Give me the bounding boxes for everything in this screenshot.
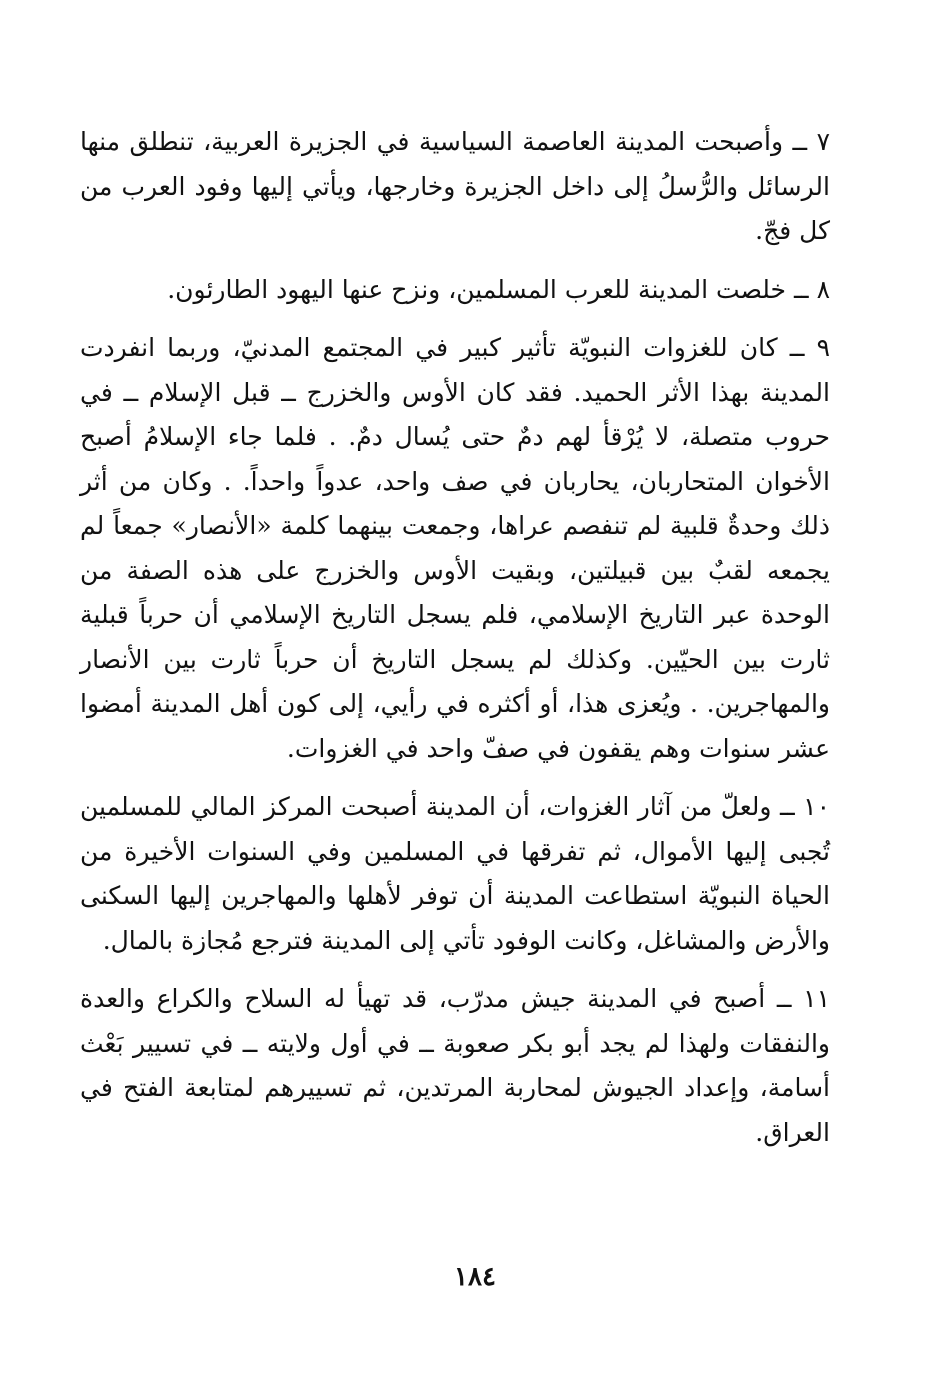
paragraph-text: ــ كان للغزوات النبويّة تأثير كبير في المجتمع المدنيّ، وربما انفردت المدينة بهذا الأثر الحميد. فقد كان الأوس والخزرج ــ قبل الإسلام ــ في حروب متصلة، لا يُرْقأ لهم دمٌ حتى يُسال دمٌ. . فلما جاء الإسلامُ أصبح الأخوان المتحاربان، يحاربان في صف واحد، عدواً واحداً. . وكان من أثر ذلك وحدةٌ قلبية لم تنفصم عراها، وجمعت بينهما كلمة «الأنصار» جمعاً لم يجمعه لقبٌ بين قبيلتين، وبقيت الأوس والخزرج على هذه الصفة من الوحدة عبر التاريخ الإسلامي، فلم يسجل التاريخ الإسلامي أن حرباً قبلية ثارت بين الحيّين. وكذلك لم يسجل التاريخ أن حرباً ثارت بين الأنصار والمهاجرين. . ويُعزى هذا، أو أكثره في رأيي، إلى كون أهل المدينة أمضوا عشر سنوات وهم يقفون في صفّ واحد في الغزوات.: [80, 333, 830, 763]
paragraph-8: [80, 268, 830, 313]
body-text: [80, 120, 830, 1169]
paragraph-number: ٧: [816, 127, 831, 156]
paragraph-10: [80, 785, 830, 963]
paragraph-number: ٩: [816, 333, 830, 362]
paragraph-number: ٨: [816, 274, 830, 304]
paragraph-text: ــ وأصبحت المدينة العاصمة السياسية في الجزيرة العربية، تنطلق منها الرسائل والرُّسلُ إلى داخل الجزيرة وخارجها، ويأتي إليها وفود العرب من كل فجّ.: [80, 127, 830, 245]
page-number: ١٨٤: [454, 1262, 496, 1292]
paragraph-text: ــ أصبح في المدينة جيش مدرّب، قد تهيأ له السلاح والكراع والعدة والنفقات ولهذا لم يجد أبو بكر صعوبة ــ في أول ولايته ــ في تسيير بَعْث أسامة، وإعداد الجيوش لمحاربة المرتدين، ثم تسييرهم لمتابعة الفتح في العراق.: [80, 984, 830, 1147]
paragraph-11: [80, 977, 830, 1155]
paragraph-text: ــ خلصت المدينة للعرب المسلمين، ونزح عنها اليهود الطارئون.: [167, 274, 809, 304]
paragraph-number: ١١: [803, 984, 831, 1013]
paragraph-number: ١٠: [803, 792, 830, 821]
paragraph-9: [80, 326, 830, 771]
paragraph-text: ــ ولعلّ من آثار الغزوات، أن المدينة أصبحت المركز المالي للمسلمين تُجبى إليها الأموال، ثم تفرقها في المسلمين وفي السنوات الأخيرة من الحياة النبويّة استطاعت المدينة أن توفر لأهلها والمهاجرين إليها السكنى والأرض والمشاغل، وكانت الوفود تأتي إلى المدينة فترجع مُجازة بالمال.: [80, 792, 830, 955]
paragraph-7: [80, 120, 830, 254]
